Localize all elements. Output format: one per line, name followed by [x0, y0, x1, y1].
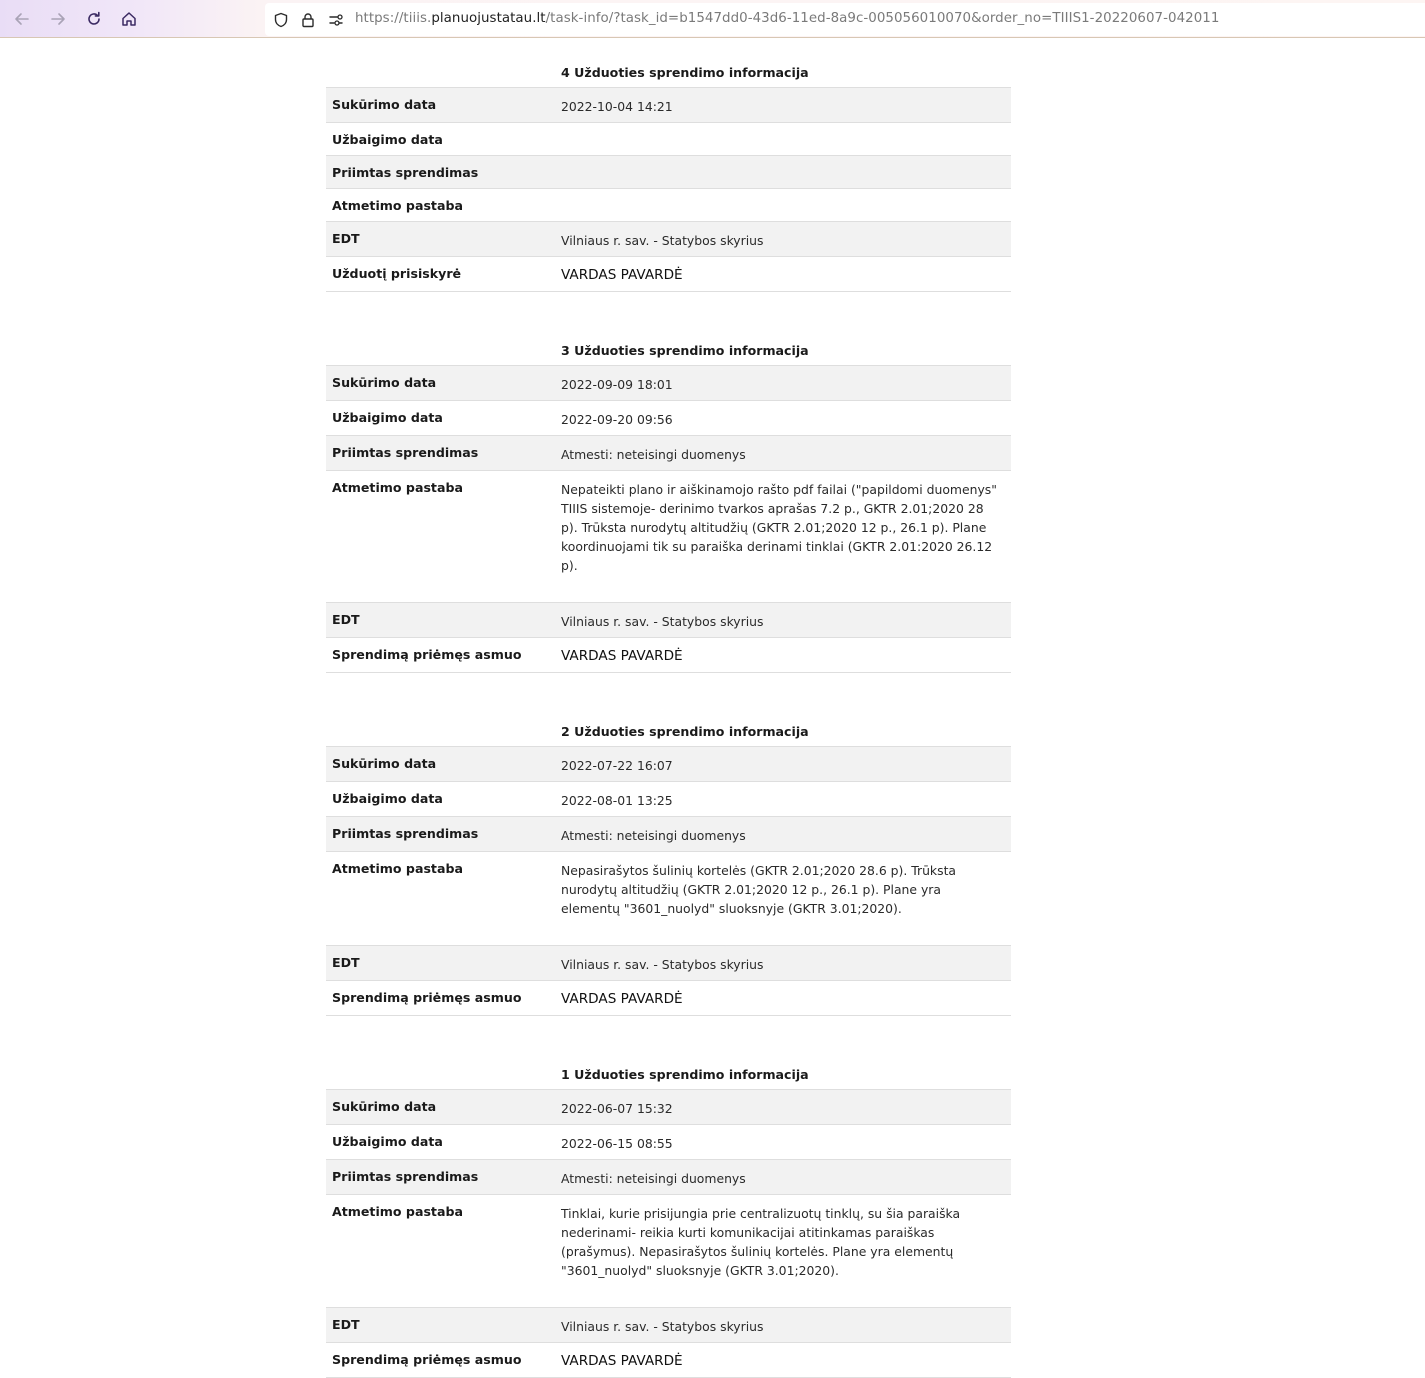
row-label: Užbaigimo data	[332, 791, 443, 806]
row-value: 2022-08-01 13:25	[561, 793, 673, 808]
row-label: Užbaigimo data	[332, 132, 443, 147]
row-label: Priimtas sprendimas	[332, 445, 479, 460]
row-value	[561, 189, 1011, 221]
info-row	[326, 1342, 1011, 1377]
row-value: 2022-06-07 15:32	[561, 1101, 673, 1116]
info-row	[326, 87, 1011, 122]
row-value: Atmesti: neteisingi duomenys	[561, 1171, 746, 1186]
row-label: Priimtas sprendimas	[332, 1169, 479, 1184]
row-label: EDT	[332, 231, 360, 246]
row-value: Nepasirašytos šulinių kortelės (GKTR 2.01;2020 28.6 p). Trūksta nurodytų altitudžių (GKTR 2.01;2020 12 p., 26.1 p). Plane yra elementų "3601_nuolyd" sluoksnyje (GKTR 3.01;2020).	[561, 863, 957, 916]
section-title: 4 Užduoties sprendimo informacija	[561, 65, 809, 80]
row-value: 2022-07-22 16:07	[561, 758, 673, 773]
row-label: Atmetimo pastaba	[332, 1204, 463, 1219]
info-row	[326, 435, 1011, 470]
row-value: VARDAS PAVARDĖ	[561, 991, 683, 1007]
row-value: Atmesti: neteisingi duomenys	[561, 447, 746, 462]
info-row	[326, 256, 1011, 291]
info-row	[326, 851, 1011, 945]
info-row	[326, 816, 1011, 851]
decision-section	[326, 55, 1011, 292]
info-row	[326, 1089, 1011, 1124]
row-label: Sukūrimo data	[332, 375, 437, 390]
info-row	[326, 122, 1011, 155]
info-row	[326, 221, 1011, 256]
row-label: Užbaigimo data	[332, 410, 443, 425]
row-label: Atmetimo pastaba	[332, 861, 463, 876]
info-row	[326, 1194, 1011, 1307]
row-label: Užbaigimo data	[332, 1134, 443, 1149]
row-label: Užduotį prisiskyrė	[332, 266, 462, 281]
info-row	[326, 1307, 1011, 1342]
section-title: 2 Užduoties sprendimo informacija	[561, 724, 809, 739]
row-label: EDT	[332, 1317, 360, 1332]
info-row	[326, 365, 1011, 400]
row-label: EDT	[332, 955, 360, 970]
row-value: Vilniaus r. sav. - Statybos skyrius	[561, 233, 764, 248]
row-label: Sprendimą priėmęs asmuo	[332, 990, 522, 1005]
forward-arrow-icon[interactable]	[47, 8, 69, 30]
browser-toolbar	[0, 0, 1425, 38]
decision-section	[326, 714, 1011, 1016]
row-value	[561, 123, 1011, 155]
row-value: 2022-09-09 18:01	[561, 377, 673, 392]
lock-icon[interactable]	[300, 12, 316, 28]
info-row	[326, 637, 1011, 672]
row-value: Atmesti: neteisingi duomenys	[561, 828, 746, 843]
row-value: 2022-10-04 14:21	[561, 99, 673, 114]
info-row	[326, 746, 1011, 781]
info-row	[326, 602, 1011, 637]
address-bar[interactable]	[265, 3, 1425, 36]
row-value: Nepateikti plano ir aiškinamojo rašto pdf failai ("papildomi duomenys" TIIIS sistemoje- derinimo tvarkos aprašas 7.2 p., GKTR 2.01;2020 28 p). Trūksta nurodytų altitudžių (GKTR 2.01;2020 12 p., 26.1 p). Plane koordinuojami tik su paraiška derinami tinklai (GKTR 2.01:2020 26.12 p).	[561, 482, 997, 573]
info-row	[326, 400, 1011, 435]
row-label: Sprendimą priėmęs asmuo	[332, 1352, 522, 1367]
info-row	[326, 1159, 1011, 1194]
row-value: VARDAS PAVARDĖ	[561, 648, 683, 664]
info-row	[326, 470, 1011, 602]
row-value: Tinklai, kurie prisijungia prie centralizuotų tinklų, su šia paraiška nederinami- reikia kurti komunikacijai atitinkamas paraiškas (prašymus). Nepasirašytos šulinių kortelės. Plane yra elementų "3601_nuolyd" sluoksnyje (GKTR 3.01;2020).	[561, 1206, 961, 1278]
row-value: 2022-09-20 09:56	[561, 412, 673, 427]
decision-section	[326, 333, 1011, 673]
reload-icon[interactable]	[83, 8, 105, 30]
section-gap	[326, 292, 1011, 333]
row-label: Sukūrimo data	[332, 1099, 437, 1114]
home-icon[interactable]	[118, 8, 140, 30]
row-value: 2022-06-15 08:55	[561, 1136, 673, 1151]
shield-icon[interactable]	[273, 12, 289, 28]
row-value: VARDAS PAVARDĖ	[561, 1353, 683, 1369]
row-label: Atmetimo pastaba	[332, 198, 463, 213]
row-value: Vilniaus r. sav. - Statybos skyrius	[561, 1319, 764, 1334]
section-gap	[326, 1016, 1011, 1057]
row-value: Vilniaus r. sav. - Statybos skyrius	[561, 957, 764, 972]
row-label: Atmetimo pastaba	[332, 480, 463, 495]
url-text[interactable]	[355, 11, 1219, 26]
row-label: Sukūrimo data	[332, 97, 437, 112]
task-info-content	[326, 55, 1011, 1378]
back-arrow-icon[interactable]	[11, 8, 33, 30]
section-gap	[326, 673, 1011, 714]
decision-section	[326, 1057, 1011, 1378]
section-title: 1 Užduoties sprendimo informacija	[561, 1067, 809, 1082]
row-label: Sukūrimo data	[332, 756, 437, 771]
section-title: 3 Užduoties sprendimo informacija	[561, 343, 809, 358]
permissions-icon[interactable]	[328, 12, 344, 28]
info-row	[326, 945, 1011, 980]
row-label: Priimtas sprendimas	[332, 826, 479, 841]
row-label: Sprendimą priėmęs asmuo	[332, 647, 522, 662]
info-row	[326, 781, 1011, 816]
row-label: Priimtas sprendimas	[332, 165, 479, 180]
info-row	[326, 980, 1011, 1015]
url-path: /task-info/?task_id=b1547dd0-43d6-11ed-8a9c-005056010070&order_no=TIIIS1-20220607-042011	[545, 11, 1220, 26]
info-row	[326, 1124, 1011, 1159]
url-host: planuojustatau.lt	[431, 11, 546, 26]
row-label: EDT	[332, 612, 360, 627]
row-value	[561, 156, 1011, 188]
info-row	[326, 188, 1011, 221]
url-prefix: https://tiiis.	[355, 11, 432, 26]
row-value: Vilniaus r. sav. - Statybos skyrius	[561, 614, 764, 629]
info-row	[326, 155, 1011, 188]
row-value: VARDAS PAVARDĖ	[561, 267, 683, 283]
